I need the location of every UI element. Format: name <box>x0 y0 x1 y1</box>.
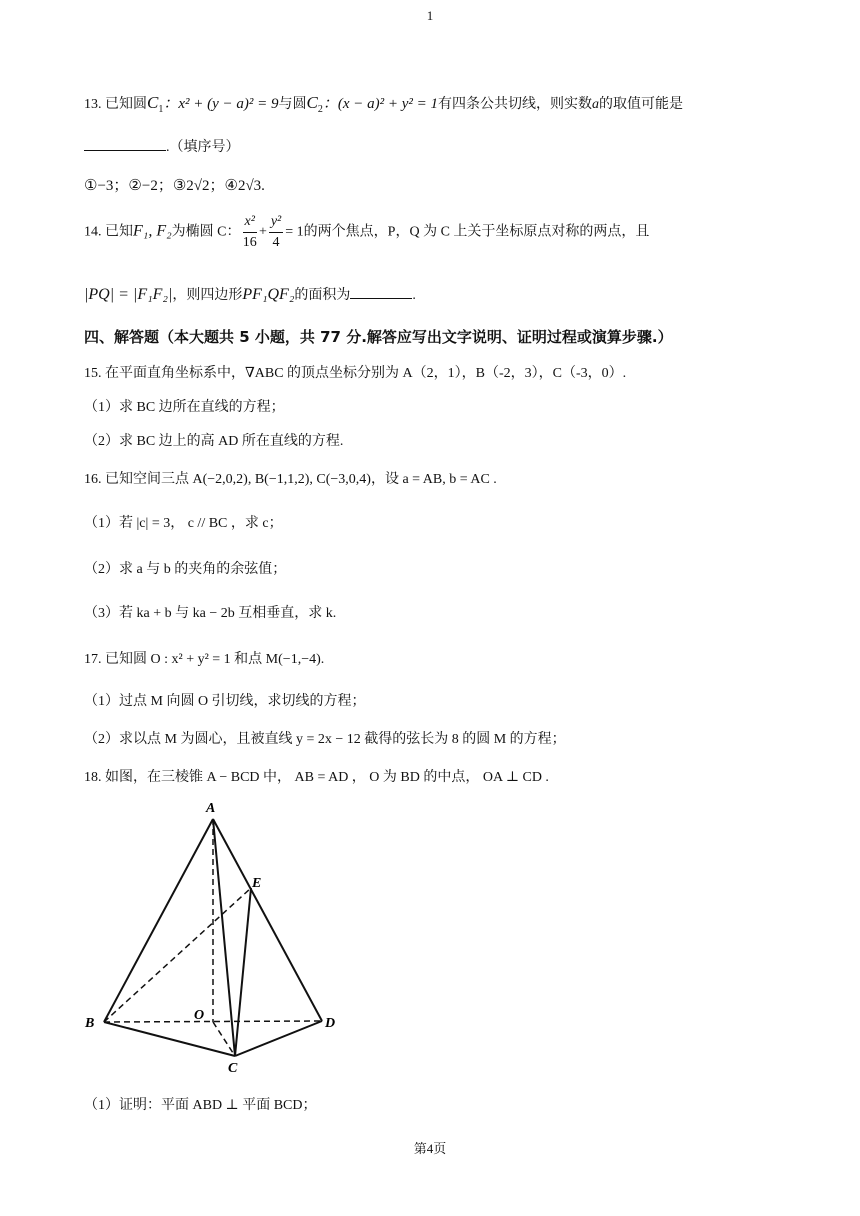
label-o: O <box>194 1008 205 1023</box>
q13-line2: .（填序号） <box>84 136 240 156</box>
edge-be-dashed <box>104 888 251 1022</box>
label-c: C <box>228 1061 238 1076</box>
q13-options: ①−3；②−2；③2√2；④2√3. <box>84 178 265 194</box>
edge-ce <box>235 888 251 1056</box>
edge-cd <box>235 1021 322 1056</box>
q13-line1: 13. 已知圆$C_1$：x² + (y − a)² = 9与圆$C_2$：(x − a)² + y² = 1有四条公共切线，则实数a的取值可能是 <box>84 93 684 115</box>
fraction-x2-16: $\frac{\text{x²}}{16}$ <box>242 214 257 250</box>
q15-part2: （2）求 BC 边上的高 AD 所在直线的方程. <box>84 434 344 449</box>
fraction-y2-4: $\frac{\text{y²}}{4}$ <box>270 214 282 250</box>
page-number: 1 <box>426 8 434 23</box>
q16-line1: 16. 已知空间三点 A(−2,0,2), B(−1,1,2), C(−3,0,4)，设 a = AB, b = AC . <box>84 472 497 487</box>
label-d: D <box>325 1016 336 1031</box>
answer-blank[interactable] <box>84 150 166 151</box>
tetrahedron-figure <box>80 795 350 1085</box>
label-e: E <box>252 876 262 891</box>
edge-ab <box>104 819 213 1022</box>
section-heading: 四、解答题（本大题共 5 小题，共 77 分.解答应写出文字说明、证明过程或演算步骤.） <box>84 328 673 346</box>
q14-line1: 14. 已知F₁, F₂为椭圆 C： $\frac{\text{x²}}{16}$ + $\frac{\text{y²}}{4}$ = 1的两个焦点，P，Q 为 C 上关于坐标原点对称的两点，且 <box>84 212 649 253</box>
label-b: B <box>85 1016 95 1031</box>
q15-part1: （1）求 BC 边所在直线的方程； <box>84 400 285 415</box>
q14-line2: |PQ| = |F₁F₂|，则四边形PF₁QF₂的面积为 . <box>84 286 416 303</box>
page-footer: 第4页 <box>413 1141 447 1156</box>
q15-line1: 15. 在平面直角坐标系中，∇ABC 的顶点坐标分别为 A（2，1），B（-2，3），C（-3，0）. <box>84 366 627 381</box>
q17-part2: （2）求以点 M 为圆心，且被直线 y = 2x − 12 截得的弦长为 8 的圆 M 的方程； <box>84 732 566 747</box>
edge-bc <box>104 1022 235 1056</box>
q16-part3: （3）若 ka + b 与 ka − 2b 互相垂直，求 k. <box>84 606 337 621</box>
q16-part2: （2）求 a 与 b 的夹角的余弦值； <box>84 562 287 577</box>
q18-part1: （1）证明：平面 ABD ⊥ 平面 BCD； <box>84 1098 317 1113</box>
label-a: A <box>206 801 216 816</box>
q16-part1: （1）若 |c| = 3， c // BC ，求 c； <box>84 516 283 531</box>
q17-part1: （1）过点 M 向圆 O 引切线，求切线的方程； <box>84 694 366 709</box>
q18-line1: 18. 如图，在三棱锥 A − BCD 中， AB = AD ， O 为 BD 的中点， OA ⊥ CD . <box>84 770 549 785</box>
q17-line1: 17. 已知圆 O : x² + y² = 1 和点 M(−1,−4). <box>84 652 325 667</box>
answer-blank[interactable] <box>350 298 412 299</box>
